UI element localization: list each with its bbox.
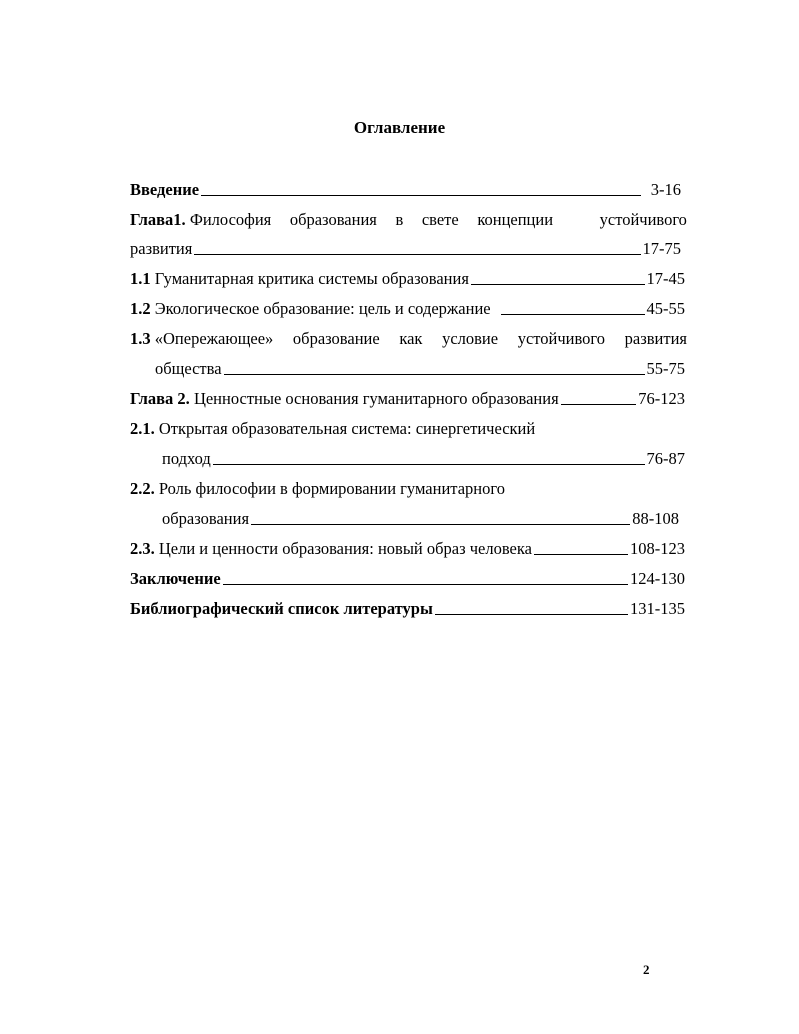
toc-pages: 3-16	[650, 180, 681, 199]
toc-entry-1-1	[130, 265, 687, 289]
toc-label: развития	[130, 239, 193, 258]
leader-line	[501, 314, 645, 315]
toc-entry-conclusion	[130, 565, 687, 589]
toc-number: 2.1.	[130, 419, 155, 438]
toc-entry-chapter2	[130, 385, 687, 409]
toc-label: Экологическое образование: цель и содержание	[154, 299, 491, 318]
toc-label: Цели и ценности образования: новый образ человека	[158, 539, 532, 558]
toc-label: Ценностные основания гуманитарного образования	[193, 389, 559, 408]
toc-pages: 124-130	[630, 569, 685, 588]
toc-word: свете	[421, 210, 459, 229]
leader-line	[224, 374, 645, 375]
leader-line	[561, 404, 637, 405]
leader-line	[534, 554, 628, 555]
toc-entry-bibliography	[130, 595, 687, 619]
toc-word: Философия	[189, 210, 272, 229]
toc-pages: 108-123	[630, 539, 685, 558]
toc-word: устойчивого	[517, 329, 606, 348]
leader-line	[213, 464, 645, 465]
leader-line	[201, 195, 641, 196]
toc-label: Гуманитарная критика системы образования	[154, 269, 469, 288]
leader-line	[194, 254, 640, 255]
toc-word: «Опережающее»	[154, 329, 274, 348]
toc-entry-chapter1-cont	[130, 235, 687, 259]
toc-entry-2-1-cont	[162, 445, 687, 469]
toc-pages: 88-108	[632, 509, 679, 528]
toc-entry-2-2	[130, 475, 687, 499]
toc-entry-2-1	[130, 415, 687, 439]
toc-entry-2-2-cont	[162, 505, 687, 529]
toc-word: в	[395, 210, 404, 229]
toc-label: Роль философии в формировании гуманитарного	[158, 479, 505, 498]
toc-label: Библиографический список литературы	[130, 599, 433, 618]
toc-pages: 45-55	[646, 299, 685, 318]
toc-pages: 17-75	[642, 239, 681, 258]
toc-entry-2-3	[130, 535, 687, 559]
toc-label: Открытая образовательная система: синергетический	[158, 419, 536, 438]
toc-number: 2.2.	[130, 479, 155, 498]
toc-entry-chapter1	[130, 206, 687, 230]
toc-label: общества	[155, 359, 222, 378]
toc-pages: 76-123	[638, 389, 685, 408]
toc-word: развития	[624, 329, 687, 348]
toc-word: условие	[442, 329, 499, 348]
toc-number: 2.3.	[130, 539, 155, 558]
toc-entry-1-3	[130, 325, 687, 349]
leader-line	[471, 284, 645, 285]
toc-chapter-prefix: Глава1.	[130, 210, 186, 229]
toc-pages: 131-135	[630, 599, 685, 618]
toc-pages: 76-87	[646, 449, 685, 468]
toc-word: образования	[289, 210, 377, 229]
leader-line	[223, 584, 628, 585]
toc-word: устойчивого	[599, 210, 687, 229]
page-number: 2	[643, 962, 650, 977]
toc-label: образования	[162, 509, 250, 528]
leader-line	[435, 614, 628, 615]
toc-entry-intro	[130, 176, 687, 200]
toc-word: как	[399, 329, 423, 348]
toc-label: Заключение	[130, 569, 221, 588]
toc-label: Введение	[130, 180, 200, 199]
toc-pages: 55-75	[646, 359, 685, 378]
toc-number: 1.1	[130, 269, 151, 288]
leader-line	[251, 524, 630, 525]
toc-number: 1.3	[130, 329, 151, 348]
page-title: Оглавление	[353, 118, 446, 137]
toc-word: образование	[292, 329, 380, 348]
toc-label: подход	[162, 449, 211, 468]
toc-word: концепции	[477, 210, 554, 229]
toc-pages: 17-45	[646, 269, 685, 288]
toc-chapter-prefix: Глава 2.	[130, 389, 190, 408]
toc-entry-1-2	[130, 295, 687, 319]
toc-number: 1.2	[130, 299, 151, 318]
toc-entry-1-3-cont	[155, 355, 687, 379]
